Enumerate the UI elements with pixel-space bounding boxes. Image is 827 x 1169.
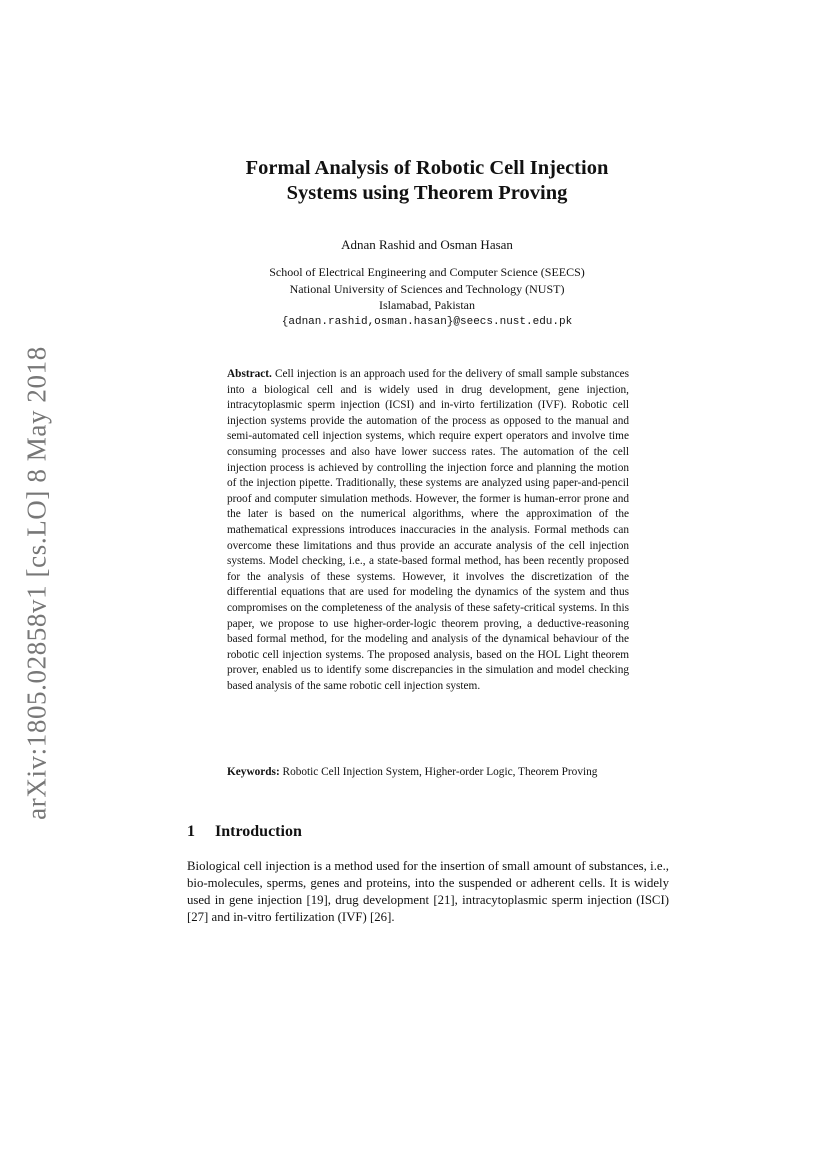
abstract-text: Cell injection is an approach used for the delivery of small sample substances into a biological cell and is widely used in drug development, gene injection, intracytoplasmic sperm injection (ICSI) and in-virto fertilization (IVF). Robotic cell injection systems provide the automation of the process as opposed to the manual and semi-automated cell injection systems, which require expert operators and involve time consuming processes and also have lower success rates. The automation of the cell injection process is achieved by controlling the injection force and planning the motion of the injection pipette. Traditionally, these systems are analyzed using paper-and-pencil proof and computer simulation methods. However, the former is human-error prone and the later is based on the numerical algorithms, where the approximation of the mathematical expressions introduces inaccuracies in the analysis. Formal methods can overcome these limitations and thus provide an accurate analysis of the cell injection systems. Model checking, i.e., a state-based formal method, has been recently proposed for the analysis of these systems. However, it involves the discretization of the differential equations that are used for modeling the dynamics of the system and thus compromises on the completeness of the analysis of these safety-critical systems. In this paper, we propose to use higher-order-logic theorem proving, a deductive-reasoning based formal method, for the modeling and analysis of the dynamical behaviour of the robotic cell injection systems. The proposed analysis, based on the HOL Light theorem prover, enabled us to identify some discrepancies in the simulation and model checking based analysis of the same robotic cell injection system. xyxy=(227,368,630,692)
paper-title-line-2: Systems using Theorem Proving xyxy=(286,182,568,204)
section-heading xyxy=(187,822,667,842)
keywords-block xyxy=(227,765,629,781)
introduction-paragraph: Biological cell injection is a method used for the insertion of small amount of substances, i.e., bio-molecules, sperms, genes and proteins, into the suspended or adherent cells. It is widely used in gene injection [19], drug development [21], intracytoplasmic sperm injection (ISCI) [27] and in-vitro fertilization (IVF) [26]. xyxy=(187,859,669,924)
paper-title xyxy=(150,156,704,206)
abstract-label: Abstract. xyxy=(227,368,272,380)
author-email: {adnan.rashid,osman.hasan}@seecs.nust.edu.pk xyxy=(281,315,573,328)
keywords-text: Robotic Cell Injection System, Higher-order Logic, Theorem Proving xyxy=(282,766,598,778)
section-title: Introduction xyxy=(215,823,302,840)
paper-title-line-1: Formal Analysis of Robotic Cell Injection xyxy=(245,157,609,179)
affiliation-university: National University of Sciences and Technology (NUST) xyxy=(289,281,565,296)
affiliation-location: Islamabad, Pakistan xyxy=(379,298,475,312)
section-number: 1 xyxy=(187,823,195,840)
arxiv-identifier-stamp: arXiv:1805.02858v1 [cs.LO] 8 May 2018 xyxy=(21,346,52,820)
affiliation-block xyxy=(150,264,704,330)
keywords-paragraph xyxy=(227,765,629,781)
keywords-label: Keywords: xyxy=(227,766,280,778)
author-list: Adnan Rashid and Osman Hasan xyxy=(341,237,513,252)
abstract-paragraph xyxy=(227,367,629,694)
introduction-body xyxy=(187,858,669,926)
abstract-block xyxy=(227,367,629,694)
affiliation-school: School of Electrical Engineering and Computer Science (SEECS) xyxy=(269,265,585,279)
